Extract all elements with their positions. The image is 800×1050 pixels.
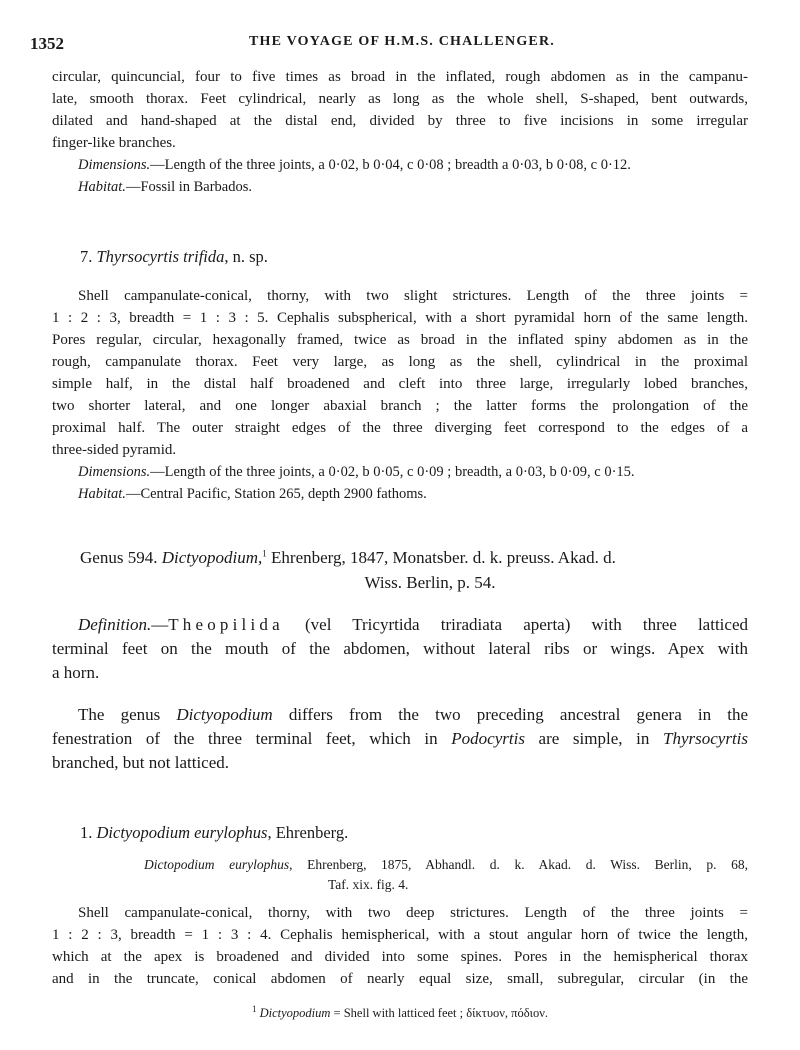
page-header [30, 34, 752, 56]
definition-paragraph [52, 613, 748, 685]
footnote-term: Dictyopodium [259, 1006, 331, 1020]
definition-text: (vel Tricyrtida triradiata aperta) with three latticed [283, 615, 748, 634]
habitat-line [52, 176, 748, 198]
genus-prefix: Genus 594. [80, 548, 158, 567]
species-suffix: , n. sp. [224, 247, 268, 266]
species-number: 1. [80, 823, 93, 842]
species-heading-dictyopodium-eurylophus [80, 823, 348, 843]
text-line: Pores regular, circular, hexagonally framed, twice as broad in the inflated spiny abdomen as in the [52, 332, 748, 348]
habitat-text: —Fossil in Barbados. [125, 179, 253, 195]
dimensions-text: —Length of the three joints, a 0·02, b 0·05, c 0·09 ; breadth, a 0·03, b 0·09, c 0·15. [150, 464, 635, 480]
text-line: finger-like branches. [52, 135, 176, 151]
dimensions-text: —Length of the three joints, a 0·02, b 0·04, c 0·08 ; breadth a 0·03, b 0·08, c 0·12. [150, 157, 631, 173]
dimensions-label: Dimensions. [78, 464, 151, 480]
dimensions-label: Dimensions. [78, 157, 151, 173]
reference-name: Dictopodium eurylophus [144, 857, 290, 872]
text-span: are simple, in [524, 729, 663, 748]
text-line: dilated and hand-shaped at the distal end, divided by three to five incisions in some irregular [52, 113, 748, 129]
genus-name-italic: Dictyopodium [176, 705, 273, 724]
text-line: simple half, in the distal half broadened and cleft into three large, irregularly lobed branches, [52, 376, 748, 392]
text-line [52, 703, 748, 727]
species-suffix: , Ehrenberg. [267, 823, 349, 842]
text-span: The genus [78, 705, 177, 724]
text-line: late, smooth thorax. Feet cylindrical, nearly as long as the whole shell, S-shaped, bent outwards, [52, 91, 748, 107]
text-line: branched, but not latticed. [52, 753, 230, 772]
genus-heading-line2: Wiss. Berlin, p. 54. [364, 573, 496, 592]
genus-name-italic: Podocyrtis [451, 729, 525, 748]
genus-name-italic: Thyrsocyrtis [663, 729, 748, 748]
text-line: two shorter lateral, and one longer abaxial branch ; the latter forms the prolongation of the [52, 398, 748, 414]
definition-label: Definition. [78, 615, 152, 634]
footnote-text: = Shell with latticed feet ; δίκτυον, πόδιον. [330, 1006, 549, 1020]
habitat-label: Habitat. [78, 486, 126, 502]
text-line: Shell campanulate-conical, thorny, with two slight strictures. Length of the three joints = [78, 288, 748, 304]
definition-line1: Definition.—Theopilida (vel Tricyrtida triradiata aperta) with three latticed [78, 615, 748, 634]
footnote [0, 1003, 800, 1021]
species-description-eurylophus [52, 902, 748, 990]
text-span: differs from the two preceding ancestral genera in the [272, 705, 749, 724]
species-name: Thyrsocyrtis trifida [96, 247, 225, 266]
text-line: 1 : 2 : 3, breadth = 1 : 3 : 5. Cephalis subspherical, with a short pyramidal horn of the same length. [52, 310, 748, 326]
text-line: Shell campanulate-conical, thorny, with two deep strictures. Length of the three joints = [78, 905, 748, 921]
continuation-paragraph [52, 66, 748, 198]
genus-heading-line1 [80, 545, 740, 570]
species-heading-thyrsocyrtis-trifida [80, 247, 268, 267]
genus-heading [80, 545, 740, 595]
genus-name: Dictyopodium, [161, 548, 263, 567]
text-line [52, 727, 748, 751]
reference-line2: Taf. xix. fig. 4. [328, 877, 409, 892]
species-reference [52, 855, 748, 895]
species-number: 7. [80, 247, 93, 266]
text-span: fenestration of the three terminal feet, which in [52, 729, 452, 748]
definition-family: Theopilida [168, 615, 284, 634]
text-line: 1 : 2 : 3, breadth = 1 : 3 : 4. Cephalis hemispherical, with a stout angular horn of twice the length, [52, 927, 748, 943]
reference-line1 [52, 855, 748, 875]
text-line: rough, campanulate thorax. Feet very large, as long as the shell, cylindrical in the proximal [52, 354, 748, 370]
genus-citation: Ehrenberg, 1847, Monatsber. d. k. preuss. Akad. d. [266, 548, 616, 567]
genus-comparison-paragraph [52, 703, 748, 775]
reference-citation: , Ehrenberg, 1875, Abhandl. d. k. Akad. d. Wiss. Berlin, p. 68, [289, 857, 748, 872]
dimensions-line [52, 461, 748, 483]
habitat-line [52, 483, 748, 505]
species-description-trifida [52, 285, 748, 505]
page-number: 1352 [30, 34, 64, 53]
species-name: Dictyopodium eurylophus [96, 823, 268, 842]
text-line: and in the truncate, conical abdomen of nearly equal size, small, subregular, circular (in the [52, 971, 748, 987]
text-line: three-sided pyramid. [52, 442, 177, 458]
text-line: terminal feet on the mouth of the abdomen, without lateral ribs or wings. Apex with [52, 639, 748, 658]
text-line: which at the apex is broadened and divided into some spines. Pores in the hemispherical thorax [52, 949, 748, 965]
footnote-mark: 1 [262, 548, 267, 559]
habitat-label: Habitat. [78, 179, 126, 195]
text-line: circular, quincuncial, four to five times as broad in the inflated, rough abdomen as in the campanu- [52, 69, 748, 85]
habitat-text: —Central Pacific, Station 265, depth 2900 fathoms. [125, 486, 427, 502]
text-line: proximal half. The outer straight edges of the three diverging feet correspond to the edges of a [52, 420, 748, 436]
running-title: THE VOYAGE OF H.M.S. CHALLENGER. [249, 34, 555, 49]
dimensions-line [52, 154, 748, 176]
footnote-number: 1 [251, 1003, 257, 1014]
text-line: a horn. [52, 663, 100, 682]
